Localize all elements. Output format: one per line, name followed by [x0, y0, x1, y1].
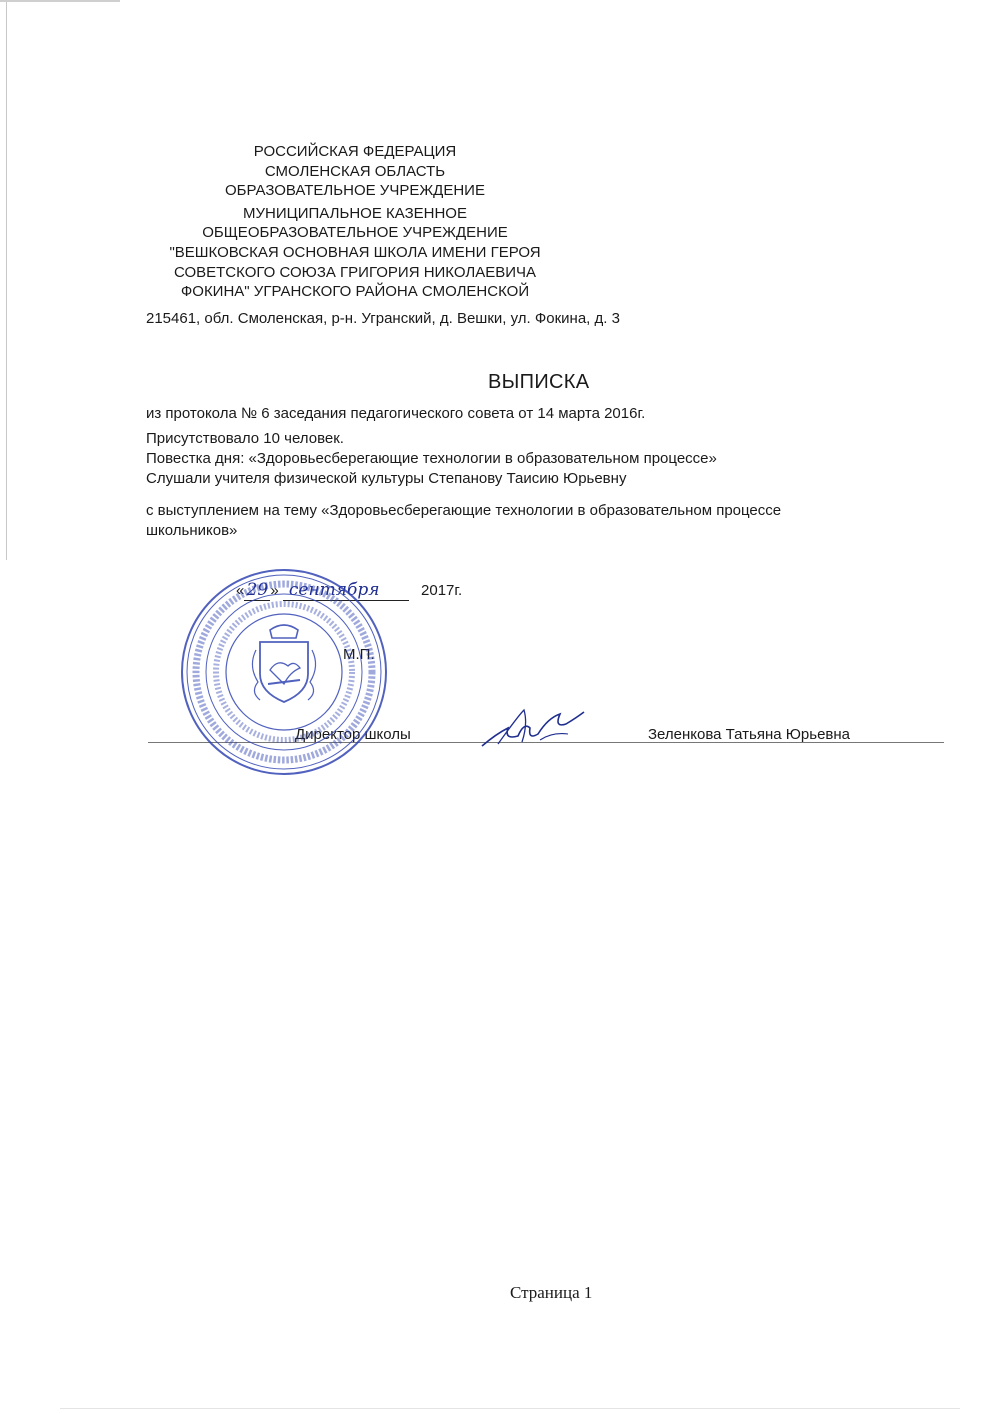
- date-day: 29: [244, 580, 270, 601]
- header-line-school-name-3: ФОКИНА" УГРАНСКОГО РАЙОНА СМОЛЕНСКОЙ: [180, 283, 530, 301]
- seal-label: М.П.: [343, 646, 375, 663]
- header-line-type: ОБРАЗОВАТЕЛЬНОЕ УЧРЕЖДЕНИЕ: [225, 182, 485, 200]
- topic-line-1: с выступлением на тему «Здоровьесберегающие технологии в образовательном процессе: [146, 502, 782, 519]
- stamp-text-ring: [196, 584, 372, 760]
- signature-stroke-1: [482, 712, 584, 746]
- scan-edge-left: [6, 0, 7, 560]
- header-line-country: РОССИЙСКАЯ ФЕДЕРАЦИЯ: [253, 143, 457, 160]
- scan-edge-top: [0, 0, 120, 2]
- director-signature: [478, 704, 588, 754]
- topic-line-2: школьников»: [146, 522, 238, 539]
- signature-stroke-3: [540, 734, 568, 740]
- header-line-region: СМОЛЕНСКАЯ ОБЛАСТЬ: [264, 162, 446, 180]
- stamp-emblem-right-ornament: [308, 650, 316, 700]
- date-year: 2017г.: [421, 582, 463, 599]
- stamp-emblem-shield: [260, 642, 308, 702]
- header-line-school-name-1: "ВЕШКОВСКАЯ ОСНОВНАЯ ШКОЛА ИМЕНИ ГЕРОЯ: [169, 243, 541, 261]
- institution-address: 215461, обл. Смоленская, р-н. Угранский, д. Вешки, ул. Фокина, д. 3: [146, 310, 620, 327]
- date-quote-open: «: [236, 582, 245, 599]
- protocol-line: из протокола № 6 заседания педагогического совета от 14 марта 2016г.: [146, 405, 646, 422]
- institution-header: [140, 142, 570, 302]
- date-quote-close: »: [270, 582, 279, 599]
- stamp-outer-ring: [182, 570, 386, 774]
- director-position: Директор школы: [295, 726, 411, 743]
- header-line-municipal: МУНИЦИПАЛЬНОЕ КАЗЕННОЕ: [243, 204, 467, 222]
- stamp-emblem-left-ornament: [252, 650, 260, 700]
- official-stamp: [178, 566, 390, 778]
- scan-bottom-rule: [60, 1408, 960, 1409]
- header-line-school-name-2: СОВЕТСКОГО СОЮЗА ГРИГОРИЯ НИКОЛАЕВИЧА: [173, 263, 537, 281]
- attendance-line: Присутствовало 10 человек.: [146, 430, 344, 447]
- agenda-line: Повестка дня: «Здоровьесберегающие технологии в образовательном процессе»: [146, 450, 717, 467]
- stamp-ring-4: [226, 614, 342, 730]
- director-name: Зеленкова Татьяна Юрьевна: [648, 726, 851, 743]
- page-number: Страница 1: [510, 1283, 593, 1302]
- stamp-ring-3: [206, 594, 362, 750]
- document-title: ВЫПИСКА: [488, 371, 590, 393]
- signature-stroke-2: [498, 710, 526, 744]
- header-line-general: ОБЩЕОБРАЗОВАТЕЛЬНОЕ УЧРЕЖДЕНИЕ: [202, 224, 508, 242]
- date-month: сентября: [283, 580, 409, 601]
- stamp-emblem-crown: [270, 625, 298, 638]
- heard-line: Слушали учителя физической культуры Степанову Таисию Юрьевну: [146, 470, 627, 487]
